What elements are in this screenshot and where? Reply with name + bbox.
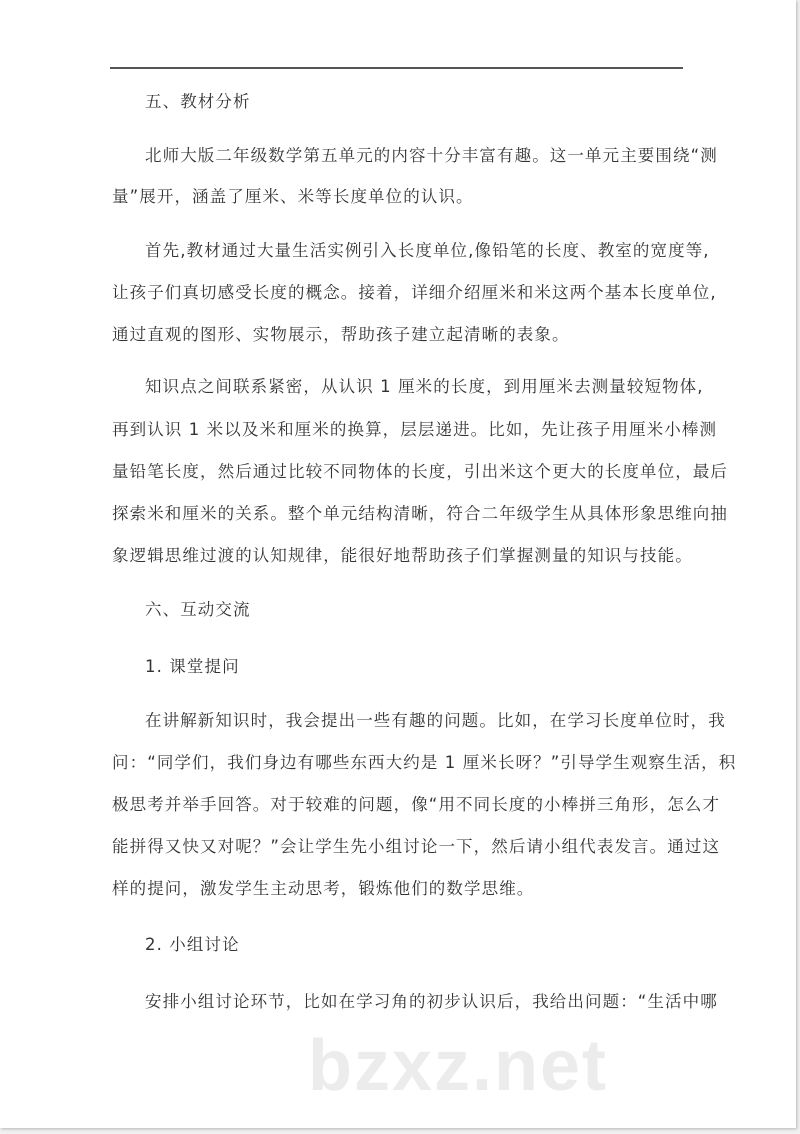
paragraph-line: 北师大版二年级数学第五单元的内容十分丰富有趣。这一单元主要围绕“测	[145, 146, 718, 165]
paragraph-line: 知识点之间联系紧密，从认识 1 厘米的长度，到用厘米去测量较短物体,	[145, 377, 704, 396]
paragraph-line: 探索米和厘米的关系。整个单元结构清晰，符合二年级学生从具体形象思维向抽	[112, 504, 728, 523]
subsection-heading: 1. 课堂提问	[145, 657, 240, 676]
paragraph-line: 在讲解新知识时，我会提出一些有趣的问题。比如，在学习长度单位时，我	[145, 711, 726, 730]
paragraph-line: 通过直观的图形、实物展示，帮助孩子建立起清晰的表象。	[112, 325, 570, 344]
paragraph-line: 象逻辑思维过渡的认知规律，能很好地帮助孩子们掌握测量的知识与技能。	[112, 546, 693, 565]
header-rule	[110, 67, 683, 69]
section-heading: 五、教材分析	[145, 92, 251, 111]
paragraph-line: 首先,教材通过大量生活实例引入长度单位,像铅笔的长度、教室的宽度等,	[145, 241, 710, 260]
paragraph-line: 问：“同学们，我们身边有哪些东西大约是 1 厘米长呀？”引导学生观察生活，积	[112, 753, 737, 772]
paragraph-line: 极思考并举手回答。对于较难的问题，像“用不同长度的小棒拼三角形，怎么才	[112, 795, 721, 814]
paragraph-line: 量铅笔长度，然后通过比较不同物体的长度，引出米这个更大的长度单位，最后	[112, 462, 728, 481]
subsection-heading: 2. 小组讨论	[145, 935, 240, 954]
paragraph-line: 能拼得又快又对呢？”会让学生先小组讨论一下，然后请小组代表发言。通过这	[112, 837, 721, 856]
section-heading: 六、互动交流	[145, 600, 251, 619]
paragraph-line: 让孩子们真切感受长度的概念。接着，详细介绍厘米和米这两个基本长度单位,	[112, 283, 717, 302]
paragraph-line: 再到认识 1 米以及米和厘米的换算，层层递进。比如，先让孩子用厘米小棒测	[112, 420, 718, 439]
watermark: bzxz.net	[308, 1026, 609, 1106]
paragraph-line: 样的提问，激发学生主动思考，锻炼他们的数学思维。	[112, 879, 535, 898]
paragraph-line: 量”展开，涵盖了厘米、米等长度单位的认识。	[112, 187, 474, 206]
paragraph-line: 安排小组讨论环节，比如在学习角的初步认识后，我给出问题：“生活中哪	[145, 992, 718, 1011]
